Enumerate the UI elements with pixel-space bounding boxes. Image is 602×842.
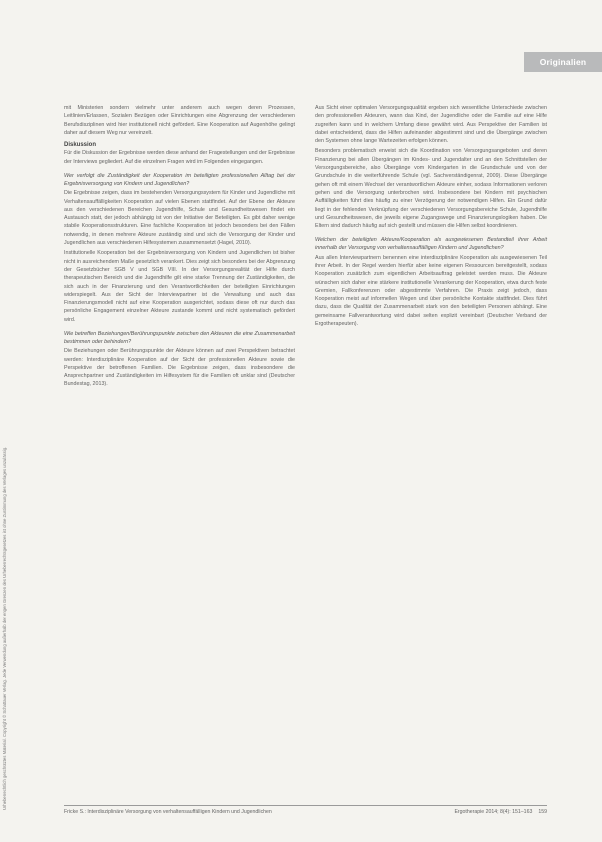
footer-caption: Fricke S.: Interdisziplinäre Versorgung von verhaltensauffälligen Kindern und Jugendlichen xyxy=(64,809,272,815)
paragraph: Aus Sicht einer optimalen Versorgungsqualität ergeben sich wesentliche Unterschiede zwischen den professionellen Akteuren, wann das Kind, der Jugendliche oder die Familie auf eine Hilfe zugreifen kann und in welchem Umfang diese gewährt wird. Aus Perspektive der Familien ist dabei entscheidend, dass die Hilfen aufeinander abgestimmt sind und die Übergänge zwischen den Systemen ohne lange Wartezeiten erfolgen können. xyxy=(315,105,547,145)
section-tag: Originalien xyxy=(524,52,602,72)
paragraph: Aus allen Interviewpartnern benennen eine interdisziplinäre Kooperation als ausgewiesenen Teil ihrer Arbeit. In der Regel werden hierfür aber keine eigenen Ressourcen bereitgestellt, sodass Kooperation zusätzlich zum eigentlichen Arbeitsauftrag geleistet werden muss. Die Akteure wünschen sich daher eine stärkere institutionelle Verankerung der Kooperation, etwa durch feste Gremien, Fallkonferenzen oder abgestimmte Verfahren. Die Praxis zeigt jedoch, dass Kooperation meist auf informellen Wegen und über persönliche Kontakte stattfindet. Dies führt dazu, dass die Qualität der Zusammenarbeit stark von den beteiligten Personen abhängt. Eine gemeinsame Fallverantwortung wird dabei selten explizit vereinbart (Deutscher Verband der Ergotherapeuten). xyxy=(315,254,547,328)
journal-citation: Ergotherapie 2014; 8(4): 151–163 xyxy=(454,809,533,815)
paragraph: Die Ergebnisse zeigen, dass im bestehenden Versorgungssystem für Kinder und Jugendliche mit Verhaltensauffälligkeiten Kooperation auf vielen Ebenen stattfindet. Auf der Ebene der Akteure aus den verschiedenen Bereichen Jugendhilfe, Schule und Gesundheitswesen findet ein Austausch statt, der jedoch abhängig ist von der Initiative der Beteiligten. Es gibt daher wenige stabile Kooperationsstrukturen. Eine fachliche Kooperation ist jedoch besonders bei den Fällen notwendig, in denen mehrere Akteure zuständig sind und sich die Versorgung der Kinder und Jugendlichen aus verschiedenen Hilfesystemen zusammensetzt (Hagel, 2010). xyxy=(64,190,295,247)
page-number: 159 xyxy=(538,809,547,815)
question-heading-1: Wer verfolgt die Zuständigkeit der Kooperation im beteiligten professionellen Alltag bei der Ergebnisversorgung von Kindern und Jugendlichen? xyxy=(64,173,295,187)
paragraph: Besonders problematisch erweist sich die Koordination von Versorgungsangeboten und deren Finanzierung bei allen Übergängen im Kindes- und Jugendalter und an den Schnittstellen der Versorgungsbereiche, also Übergänge vom Kindergarten in die Grundschule und von der Grundschule in die weiterführende Schule (vgl. Sachverständigenrat, 2009). Diese Übergänge gehen oft mit einem Wechsel der verantwortlichen Akteure einher, sodass Informationen verloren gehen und die Versorgung unterbrochen wird. Insbesondere bei Kindern mit psychischen Auffälligkeiten führt dies häufig zu einer Verzögerung der notwendigen Hilfen. Ein Grund dafür liegt in der fehlenden Verknüpfung der verschiedenen Versorgungsbereiche Schule, Jugendhilfe und Gesundheitswesen, die jeweils eigene Zugangswege und Finanzierungslogiken haben. Die Eltern sind dadurch häufig auf sich gestellt und müssen die Hilfen selbst koordinieren. xyxy=(315,148,547,230)
paragraph: Institutionelle Kooperation bei der Ergebnisversorgung von Kindern und Jugendlichen ist bisher nicht in ausreichendem Maße gesetzlich verankert. Dies zeigt sich besonders bei der Abgrenzung der Gesetzbücher SGB V und SGB VIII. In der Versorgungsrealität der Hilfe durch therapeutischen Bereich und die Jugendhilfe gilt eine starke Trennung der Zuständigkeiten, die sich auch in der Finanzierung und den Verantwortlichkeiten der beteiligten Einrichtungen widerspiegelt. Aus der Sicht der Interviewpartner ist die Verwaltung und auch das Finanzierungsmodell nicht auf eine Kooperation ausgerichtet, sodass diese oft nur durch das persönliche Engagement einzelner Akteure zustande kommt und nicht systematisch gefördert wird. xyxy=(64,250,295,323)
discussion-heading: Diskussion xyxy=(64,142,97,149)
left-column xyxy=(64,104,295,391)
discussion-paragraph: Für die Diskussion der Ergebnisse werden diese anhand der Fragestellungen und der Ergebnisse der Interviews gegliedert. Auf die einzelnen Fragen wird im Folgenden eingegangen. xyxy=(64,150,295,165)
paragraph: Die Beziehungen oder Berührungspunkte der Akteure können auf zwei Perspektiven betrachtet werden: Interdisziplinäre Kooperation auf der Sicht der professionellen Akteure sowie die Perspektive der betroffenen Familien. Die Ergebnisse zeigen, dass insbesondere die Ansprechpartner und Zuständigkeiten im Hilfesystem für die Familien oft unklar sind (Deutscher Bundestag, 2013). xyxy=(64,348,295,388)
copyright-text: Urheberrechtlich geschütztes Material. Copyright © Schattauer Verlag. Jede Verwendung außerhalb der engen Grenzen des Urheberrechtsgesetzes ist ohne Zustimmung des Verlages unzulässig. xyxy=(2,446,7,810)
page-footer xyxy=(64,805,547,815)
footer-journal-info xyxy=(454,809,547,815)
copyright-side-note xyxy=(0,95,12,815)
right-column xyxy=(315,104,547,330)
question-heading-2: Wie betreffen Beziehungen/Berührungspunkte zwischen den Akteuren die eine Zusammenarbeit bestimmen oder behindern? xyxy=(64,331,295,345)
intro-paragraph: mit Ministerien sondern vielmehr unter anderem auch wegen deren Prozessen, Leitlinien/Erlassen, Sozialen Bezügen oder Einrichtungen eine Abgrenzung der verschiedenen Berufsdisziplinen wird hier institutionell nicht gefördert. Eine Kooperation auf Augenhöhe gelingt daher auf diesem Weg nur vereinzelt. xyxy=(64,105,295,136)
question-heading-3: Welchen der beteiligten Akteure/Kooperation als ausgewiesenen Bestandteil ihrer Arbeit innerhalb der Versorgung von verhaltensauffälligen Kindern und Jugendlichen? xyxy=(315,237,547,252)
